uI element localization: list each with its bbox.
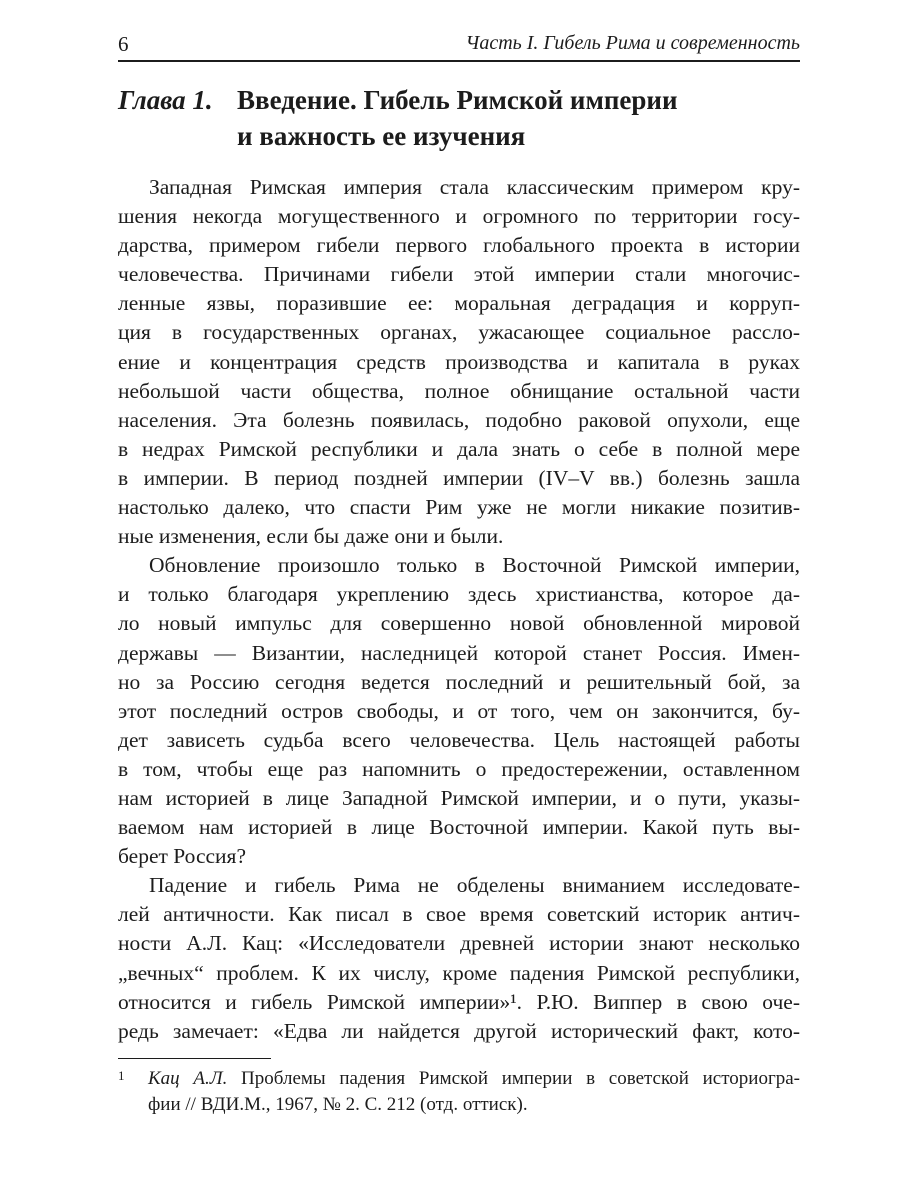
footnote-marker: 1 bbox=[118, 1068, 125, 1083]
chapter-label: Глава 1. bbox=[118, 85, 213, 115]
page-header bbox=[118, 30, 800, 62]
text-line: но за Россию сегодня ведется последний и решительный бой, за bbox=[118, 669, 800, 694]
footnote-text: Проблемы падения Римской империи в советской историогра- bbox=[227, 1068, 800, 1089]
footnote-line bbox=[118, 1066, 800, 1092]
text-line: Обновление произошло только в Восточной Римской империи, bbox=[149, 553, 800, 578]
running-head: Часть I. Гибель Рима и современность bbox=[465, 32, 800, 54]
text-line: небольшой части общества, полное обнищание остальной части bbox=[118, 378, 800, 403]
footnote-line: фии // ВДИ.М., 1967, № 2. С. 212 (отд. оттиск). bbox=[148, 1094, 528, 1115]
chapter-title-line: и важность ее изучения bbox=[237, 121, 526, 151]
text-line: державы — Византии, наследницей которой станет Россия. Имен- bbox=[118, 640, 800, 665]
text-line: нам историей в лице Западной Римской империи, и о пути, указы- bbox=[118, 785, 800, 810]
text-line: ение и концентрация средств производства и капитала в руках bbox=[118, 349, 800, 374]
chapter-title-line: Введение. Гибель Римской империи bbox=[237, 85, 678, 115]
footnote-author: Кац А.Л. bbox=[148, 1068, 228, 1089]
text-line: Падение и гибель Рима не обделены вниманием исследовате- bbox=[149, 873, 800, 898]
text-line: в империи. В период поздней империи (IV–V вв.) болезнь зашла bbox=[118, 465, 800, 490]
text-line: дарства, примером гибели первого глобального проекта в истории bbox=[118, 233, 800, 258]
page-number: 6 bbox=[118, 32, 129, 56]
text-line: населения. Эта болезнь появилась, подобно раковой опухоли, еще bbox=[118, 407, 800, 432]
footnote bbox=[118, 1066, 800, 1118]
text-line: настолько далеко, что спасти Рим уже не могли никакие позитив- bbox=[118, 495, 800, 520]
text-line: в недрах Римской республики и дала знать о себе в полной мере bbox=[118, 436, 800, 461]
footnote-divider bbox=[118, 1058, 271, 1059]
text-line: редь замечает: «Едва ли найдется другой исторический факт, кото- bbox=[118, 1018, 800, 1043]
text-line: и только благодаря укреплению здесь христианства, которое да- bbox=[118, 582, 800, 607]
text-line: в том, чтобы еще раз напомнить о предостережении, оставленном bbox=[118, 756, 800, 781]
text-line: ция в государственных органах, ужасающее социальное рассло- bbox=[118, 320, 800, 345]
text-line: шения некогда могущественного и огромного по территории госу- bbox=[118, 204, 800, 229]
text-line: ленные язвы, поразившие ее: моральная деградация и корруп- bbox=[118, 291, 800, 316]
text-line: ные изменения, если бы даже они и были. bbox=[118, 524, 504, 549]
text-line: относится и гибель Римской империи»¹. Р.Ю. Виппер в свою оче- bbox=[118, 989, 800, 1014]
text-line: ло новый импульс для совершенно новой обновленной мировой bbox=[118, 611, 800, 636]
text-line: ности А.Л. Кац: «Исследователи древней истории знают несколько bbox=[118, 931, 800, 956]
text-line: Западная Римская империя стала классическим примером кру- bbox=[149, 175, 800, 199]
body-text bbox=[118, 173, 800, 1046]
chapter-title bbox=[237, 82, 797, 154]
text-line: „вечных“ проблем. К их числу, кроме падения Римской республики, bbox=[118, 960, 800, 985]
text-line: человечества. Причинами гибели этой империи стали многочис- bbox=[118, 262, 800, 287]
text-line: ваемом нам историей в лице Восточной империи. Какой путь вы- bbox=[118, 815, 800, 840]
text-line: берет Россия? bbox=[118, 844, 246, 869]
text-line: дет зависеть судьба всего человечества. Цель настоящей работы bbox=[118, 727, 800, 752]
text-line: этот последний остров свободы, и от того, чем он закончится, бу- bbox=[118, 698, 800, 723]
text-line: лей античности. Как писал в свое время советский историк антич- bbox=[118, 902, 800, 927]
